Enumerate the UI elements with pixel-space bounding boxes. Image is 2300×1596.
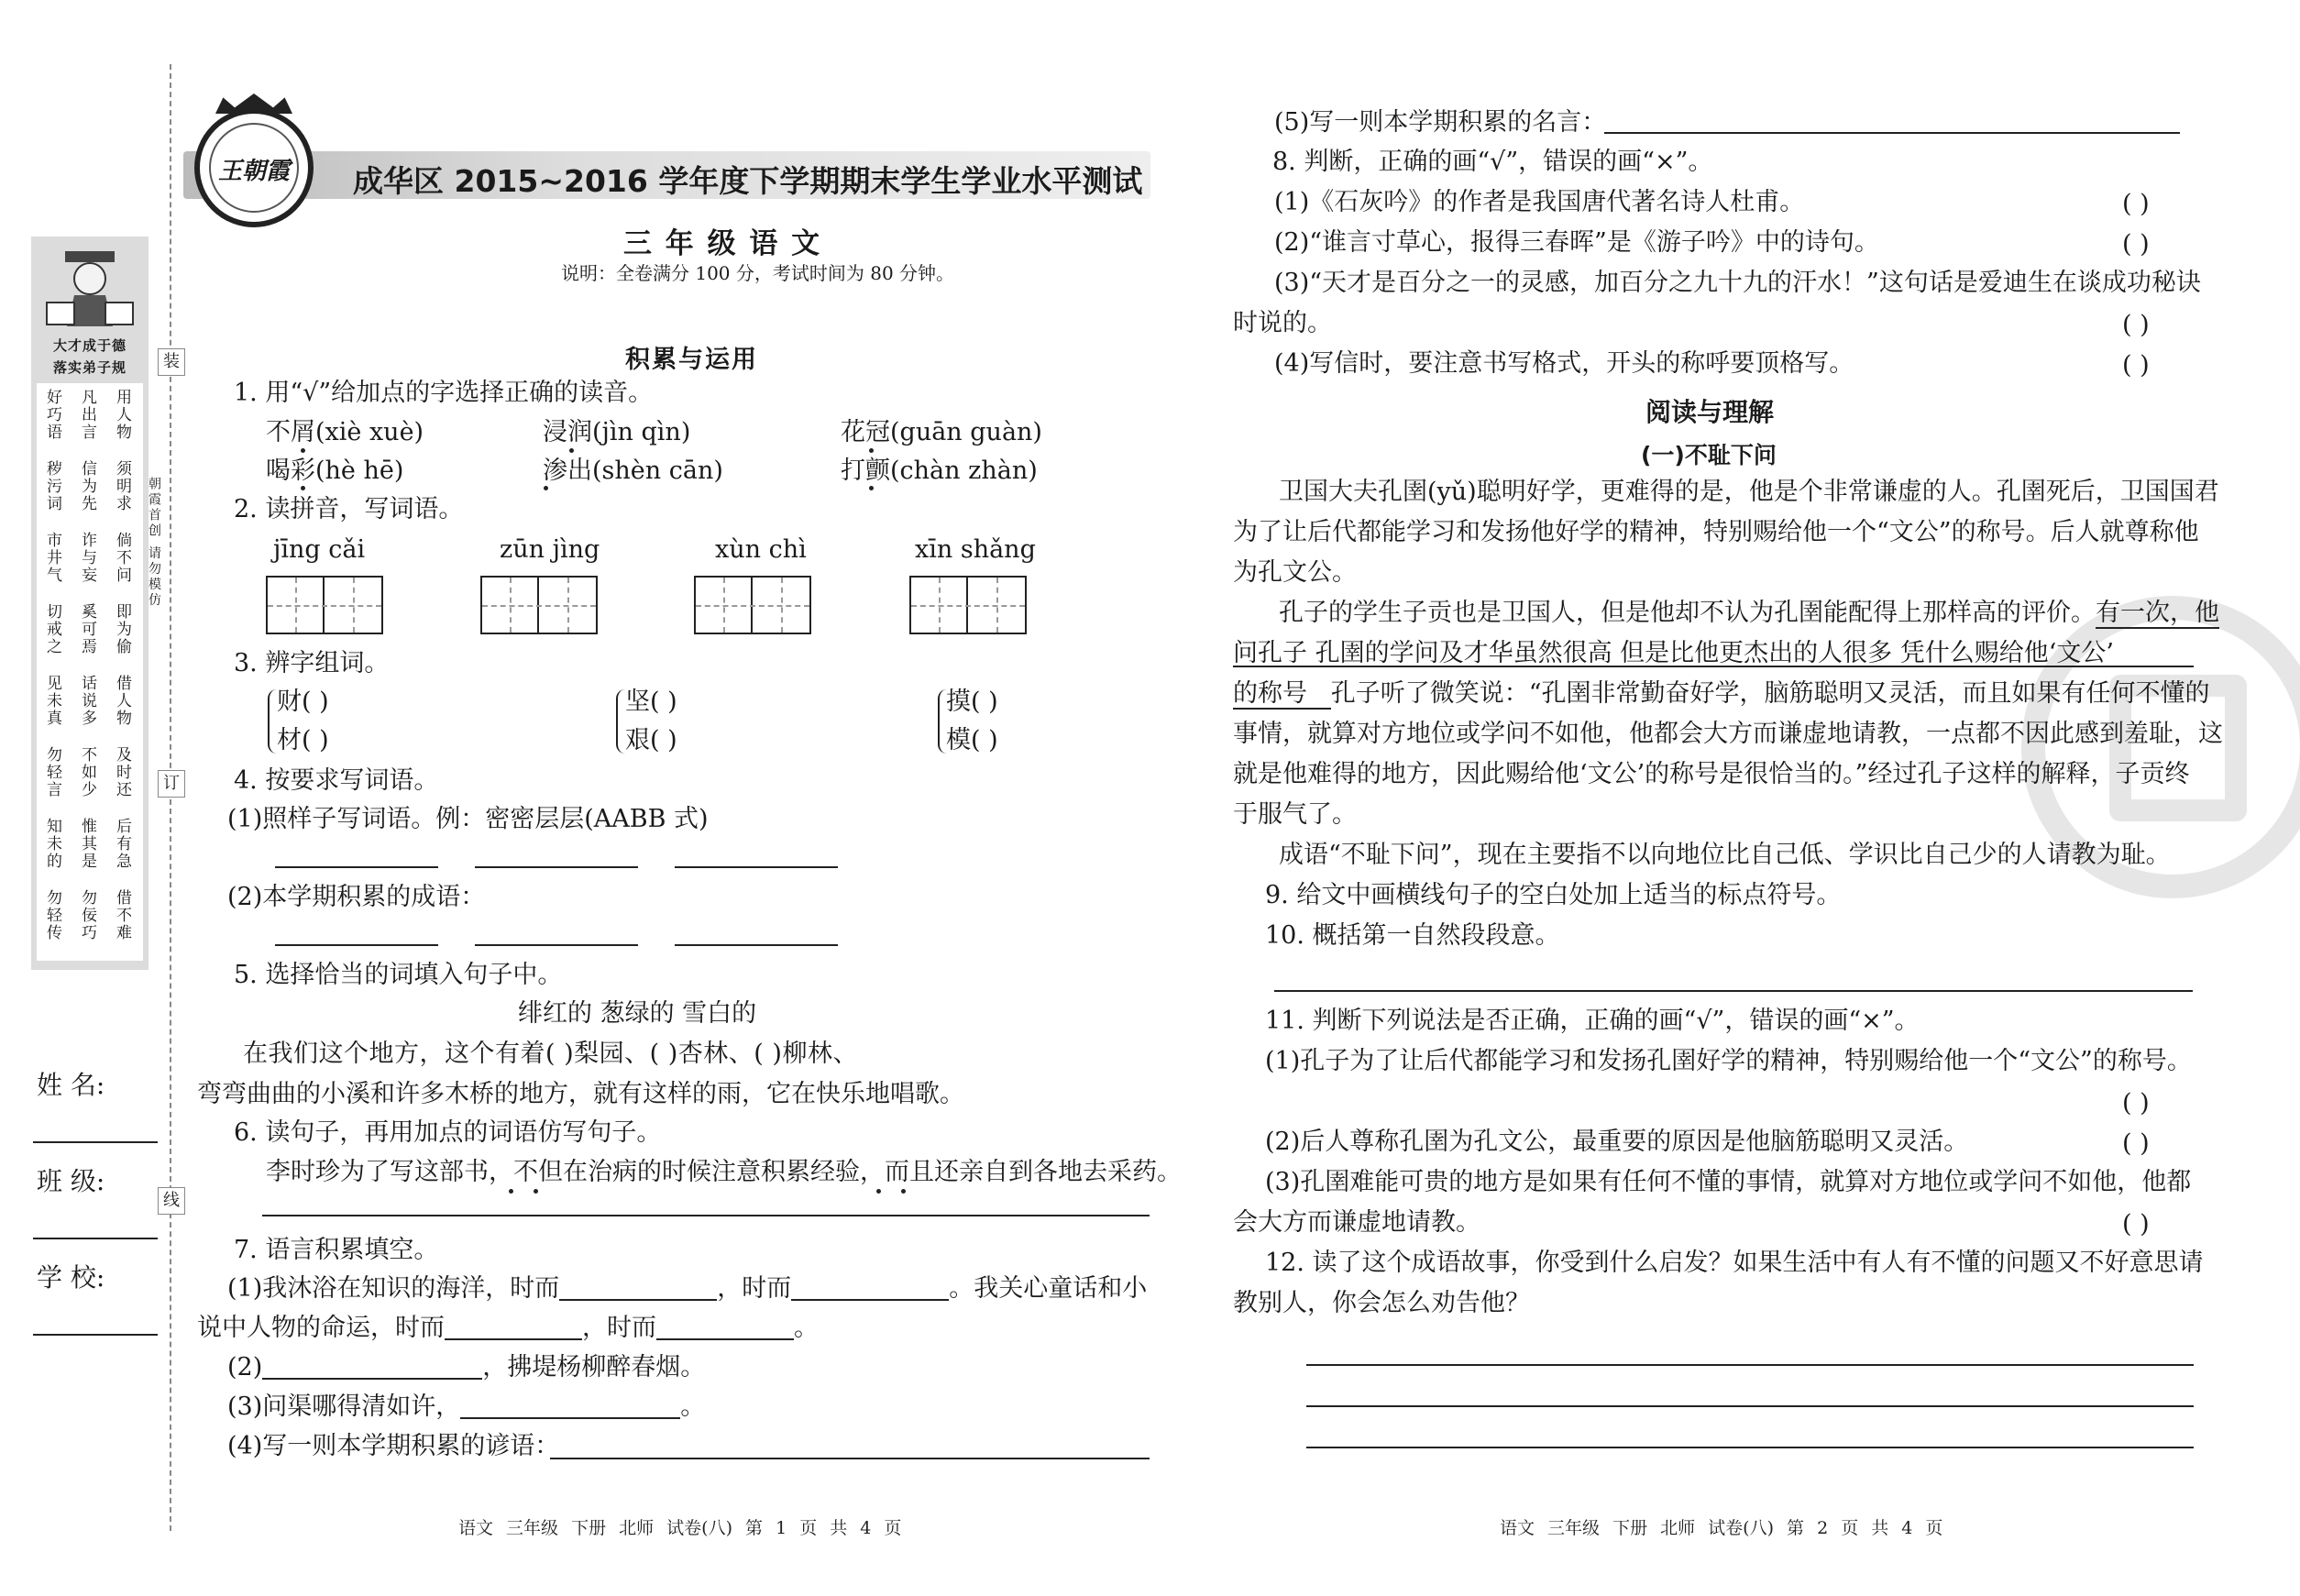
motto-column: 勿轻传 <box>43 889 61 941</box>
passage-p2d: 事情，就算对方地位或学问不如他，他都会大方而谦虚地请教，一点都不因此感到羞耻，这 <box>1233 720 2223 748</box>
char-grid[interactable] <box>694 576 811 634</box>
q7-4: (4)写一则本学期积累的谚语： <box>227 1432 560 1460</box>
answer-line[interactable] <box>550 1458 1150 1459</box>
q7-1-line2[interactable] <box>197 1315 819 1340</box>
answer-line[interactable] <box>262 1215 1150 1216</box>
q8-4: (4)写信时，要注意书写格式，开头的称呼要顶格写。 <box>1274 349 1854 378</box>
motto-column: 凡出言 <box>78 389 96 441</box>
emphasis-dot <box>301 486 305 490</box>
brand-logo <box>194 108 314 227</box>
name-label: 姓 名: <box>37 1070 105 1100</box>
q3-item[interactable]: 艰( ) <box>625 726 677 754</box>
q5-sentence-1[interactable]: 在我们这个地方，这个有着( )梨园、( )杏林、( )柳林、 <box>243 1040 858 1068</box>
binding-mark-3: 线 <box>158 1187 185 1215</box>
passage-p1b: 为了让后代都能学习和发扬他好学的精神，特别赐给他一个“文公”的称号。后人就尊称他 <box>1233 518 2199 546</box>
motto-column: 后有急 <box>113 818 131 870</box>
school-label: 学 校: <box>37 1262 105 1293</box>
q7-2[interactable] <box>227 1355 705 1380</box>
q8: 8. 判断，正确的画“√”，错误的画“×”。 <box>1272 148 1713 176</box>
passage-title: (一)不耻下问 <box>1641 442 1777 468</box>
blank[interactable] <box>791 1277 949 1301</box>
q12a: 12. 读了这个成语故事，你受到什么启发？如果生活中有人有不懂的问题又不好意思请 <box>1265 1249 2204 1277</box>
class-label: 班 级: <box>37 1166 105 1196</box>
q1-item[interactable]: 渗出(shèn cān) <box>543 457 723 485</box>
judge-paren[interactable]: ( ) <box>2122 311 2150 339</box>
emphasis-dot <box>544 486 548 490</box>
motto-column: 惟其是 <box>78 818 96 870</box>
class-field[interactable] <box>33 1238 158 1239</box>
passage-p2f: 于服气了。 <box>1233 800 1357 829</box>
q4-2: (2)本学期积累的成语： <box>227 883 486 911</box>
answer-line[interactable] <box>275 944 438 946</box>
q2-pinyin: zūn jìng <box>500 535 600 564</box>
brace <box>268 689 277 754</box>
q3-item[interactable]: 模( ) <box>946 726 998 754</box>
motto-columns <box>37 383 143 961</box>
answer-line[interactable] <box>1604 132 2180 134</box>
blank[interactable] <box>559 1277 717 1301</box>
q7-1b: ，时而 <box>717 1274 792 1303</box>
passage-p2a-2: 有一次，他 <box>2096 599 2219 627</box>
motto-column: 话说多 <box>78 675 96 727</box>
q3: 3. 辨字组词。 <box>234 649 390 677</box>
motto-column: 市井气 <box>43 532 61 584</box>
crown-icon <box>215 94 292 114</box>
judge-paren[interactable]: ( ) <box>2122 351 2150 380</box>
motto-column: 借不难 <box>113 889 131 941</box>
page-footer-1: 语文 三年级 下册 北师 试卷(八) 第 1 页 共 4 页 <box>458 1518 902 1538</box>
page-footer-2: 语文 三年级 下册 北师 试卷(八) 第 2 页 共 4 页 <box>1500 1518 1943 1538</box>
binding-mark-1: 装 <box>158 348 185 376</box>
passage-p1c: 为孔文公。 <box>1233 558 1357 587</box>
motto-column: 须明求 <box>113 460 131 512</box>
q2-pinyin: xùn chì <box>715 535 807 564</box>
emphasis-dot <box>901 1189 906 1194</box>
answer-line[interactable] <box>1306 1405 2194 1407</box>
motto-column: 倘不问 <box>113 532 131 584</box>
answer-line[interactable] <box>1306 1364 2194 1366</box>
q7-3-text: (3)问渠哪得清如许， <box>227 1392 461 1421</box>
q11-3b: 会大方而谦虚地请教。 <box>1233 1208 1480 1237</box>
section-accumulation-title: 积累与运用 <box>625 346 758 374</box>
q8-2: (2)“谁言寸草心，报得三春晖”是《游子吟》中的诗句。 <box>1274 228 1879 257</box>
q11: 11. 判断下列说法是否正确，正确的画“√”，错误的画“×”。 <box>1265 1007 1920 1035</box>
passage-p3: 成语“不耻下问”，现在主要指不以向地位比自己低、学识比自己少的人请教为耻。 <box>1279 841 2171 869</box>
q7-3[interactable] <box>227 1394 705 1419</box>
q7-1f: 。 <box>794 1314 819 1342</box>
q7-1a: (1)我沐浴在知识的海洋，时而 <box>227 1274 560 1303</box>
emphasis-dot <box>876 1189 881 1194</box>
school-field[interactable] <box>33 1334 158 1336</box>
motto-column: 见未真 <box>43 675 61 727</box>
q7: 7. 语言积累填空。 <box>234 1236 439 1264</box>
emphasis-dot <box>869 448 874 453</box>
char-grid[interactable] <box>266 576 383 634</box>
motto-column: 切戒之 <box>43 603 61 655</box>
q7-2-pre: (2) <box>227 1353 263 1381</box>
q2-pinyin: xīn shǎng <box>915 535 1036 564</box>
answer-line[interactable] <box>1274 990 2193 992</box>
answer-line[interactable] <box>475 944 638 946</box>
emphasis-dot <box>509 1189 513 1194</box>
q8-1: (1)《石灰吟》的作者是我国唐代著名诗人杜甫。 <box>1274 188 1805 216</box>
emphasis-dot <box>534 1189 538 1194</box>
motto-column: 勿轻言 <box>43 746 61 798</box>
binding-mark-2: 订 <box>158 770 185 798</box>
passage-p2c <box>1233 681 2210 706</box>
q5-sentence-2: 弯弯曲曲的小溪和许多木桥的地方，就有这样的雨，它在快乐地唱歌。 <box>197 1080 964 1108</box>
emphasis-dot <box>869 486 874 490</box>
q11-3a: (3)孔圉难能可贵的地方是如果有任何不懂的事情，就算对方地位或学问不如他，他都 <box>1265 1168 2192 1196</box>
passage-p2c-1: 的称号 <box>1233 679 1331 708</box>
answer-line[interactable] <box>1306 1447 2194 1448</box>
q8-3a: (3)“天才是百分之一的灵感，加百分之九十九的汗水！”这句话是爱迪生在谈成功秘诀 <box>1274 269 2201 297</box>
exam-title: 成华区 2015~2016 学年度下学期期末学生学业水平测试 <box>353 163 1143 199</box>
motto-column: 借人物 <box>113 675 131 727</box>
q3-item[interactable]: 材( ) <box>277 726 329 754</box>
blank[interactable] <box>460 1395 680 1419</box>
section-reading-title: 阅读与理解 <box>1645 397 1775 427</box>
motto-column: 奚可焉 <box>78 603 96 655</box>
emphasis-dot <box>569 448 574 453</box>
q7-2-text: ，拂堤杨柳醉春烟。 <box>482 1353 706 1381</box>
motto-column: 及时还 <box>113 746 131 798</box>
passage-p2a <box>1279 600 2219 625</box>
q2-pinyin: jīng cǎi <box>273 535 366 564</box>
q1-item[interactable]: 浸润(jìn qìn) <box>543 418 691 446</box>
q3-item[interactable]: 摸( ) <box>946 688 998 716</box>
passage-p1a: 卫国大夫孔圉(yǔ)聪明好学，更难得的是，他是个非常谦虚的人。孔圉死后，卫国国君 <box>1279 478 2219 506</box>
q6: 6. 读句子，再用加点的词语仿写句子。 <box>234 1118 662 1147</box>
q12b: 教别人，你会怎么劝告他？ <box>1233 1289 1530 1317</box>
q9: 9. 给文中画横线句子的空白处加上适当的标点符号。 <box>1265 881 1842 909</box>
q7-3-end: 。 <box>680 1392 706 1421</box>
motto-column: 勿佞巧 <box>78 889 96 941</box>
q1-item[interactable]: 花冠(guān guàn) <box>841 418 1042 446</box>
passage-p2b: 问孔子 孔圉的学问及才华虽然很高 但是比他更杰出的人很多 凭什么赐给他‘文公’ <box>1233 641 2194 667</box>
passage-p2e: 就是他难得的地方，因此赐给他‘文公’的称号是很恰当的。”经过孔子这样的解释，子贡终 <box>1233 760 2190 788</box>
q7-1-line1[interactable] <box>227 1276 1147 1301</box>
answer-line[interactable] <box>475 866 638 868</box>
q8-3b: 时说的。 <box>1233 309 1332 337</box>
q1: 1. 用“√”给加点的字选择正确的读音。 <box>234 379 654 407</box>
q7-1d: 说中人物的命运，时而 <box>197 1314 445 1342</box>
q11-1: (1)孔子为了让后代都能学习和发扬孔圉好学的精神，特别赐给他一个“文公”的称号。 <box>1265 1047 2192 1075</box>
motto-column: 知未的 <box>43 818 61 870</box>
emphasis-dot <box>301 448 305 453</box>
answer-line[interactable] <box>675 866 838 868</box>
q3-item[interactable]: 坚( ) <box>625 688 677 716</box>
q5: 5. 选择恰当的词填入句子中。 <box>234 961 563 989</box>
judge-paren[interactable]: ( ) <box>2122 190 2150 218</box>
q1-item[interactable]: 打颤(chàn zhàn) <box>841 457 1038 485</box>
exam-note: 说明：全卷满分 100 分，考试时间为 80 分钟。 <box>561 262 955 284</box>
judge-paren[interactable]: ( ) <box>2122 1089 2150 1117</box>
q5-word-choices: 绯红的 葱绿的 雪白的 <box>518 999 757 1028</box>
blank[interactable] <box>262 1356 482 1380</box>
q7-1e: ，时而 <box>582 1314 656 1342</box>
char-grid[interactable] <box>480 576 598 634</box>
answer-line[interactable] <box>675 944 838 946</box>
q6-sentence: 李时珍为了写这部书，不但在治病的时候注意积累经验，而且还亲自到各地去采药。 <box>266 1158 1182 1186</box>
q1-item[interactable]: 喝彩(hè hē) <box>266 457 404 485</box>
motto-column: 即为偷 <box>113 603 131 655</box>
motto-line-2: 落实弟子规 <box>52 359 127 376</box>
judge-paren[interactable]: ( ) <box>2122 230 2150 259</box>
passage-p2c-2: 孔子听了微笑说：“孔圉非常勤奋好学，脑筋聪明又灵活，而且如果有任何不懂的 <box>1330 679 2210 708</box>
q4: 4. 按要求写词语。 <box>234 766 439 795</box>
answer-line[interactable] <box>275 866 438 868</box>
q1-item[interactable]: 不屑(xiè xuè) <box>266 418 424 446</box>
seal-small-text: 朝霞首创 请勿模仿 <box>147 477 161 609</box>
scholar-figure-icon <box>39 248 140 330</box>
q7-1c: 。我关心童话和小 <box>949 1274 1148 1303</box>
passage-p2a-1: 孔子的学生子贡也是卫国人，但是他却不认为孔圉能配得上那样高的评价。 <box>1279 599 2096 627</box>
motto-column: 不如少 <box>78 746 96 798</box>
brand-logo-text: 王朝霞 <box>217 158 290 185</box>
judge-paren[interactable]: ( ) <box>2122 1210 2150 1238</box>
motto-column: 诈与妄 <box>78 532 96 584</box>
q4-1: (1)照样子写词语。例：密密层层(AABB 式) <box>227 805 709 833</box>
q7-5: (5)写一则本学期积累的名言： <box>1274 108 1607 137</box>
brace <box>616 689 625 754</box>
blank[interactable] <box>656 1316 794 1340</box>
char-grid[interactable] <box>909 576 1027 634</box>
q10: 10. 概括第一自然段段意。 <box>1265 921 1560 950</box>
q11-2: (2)后人尊称孔圉为孔文公，最重要的原因是他脑筋聪明又灵活。 <box>1265 1128 1969 1156</box>
motto-column: 信为先 <box>78 460 96 512</box>
motto-column: 用人物 <box>113 389 131 441</box>
motto-column: 好巧语 <box>43 389 61 441</box>
motto-line-1: 大才成于德 <box>52 337 127 354</box>
sidebar-binding-dashed-line <box>170 64 171 1531</box>
q2: 2. 读拼音，写词语。 <box>234 495 464 523</box>
subject-title: 三 年 级 语 文 <box>623 227 822 260</box>
blank[interactable] <box>445 1316 582 1340</box>
judge-paren[interactable]: ( ) <box>2122 1129 2150 1158</box>
motto-panel <box>31 237 149 970</box>
q3-item[interactable]: 财( ) <box>277 688 329 716</box>
name-field[interactable] <box>33 1141 158 1143</box>
motto-column: 秽污词 <box>43 460 61 512</box>
